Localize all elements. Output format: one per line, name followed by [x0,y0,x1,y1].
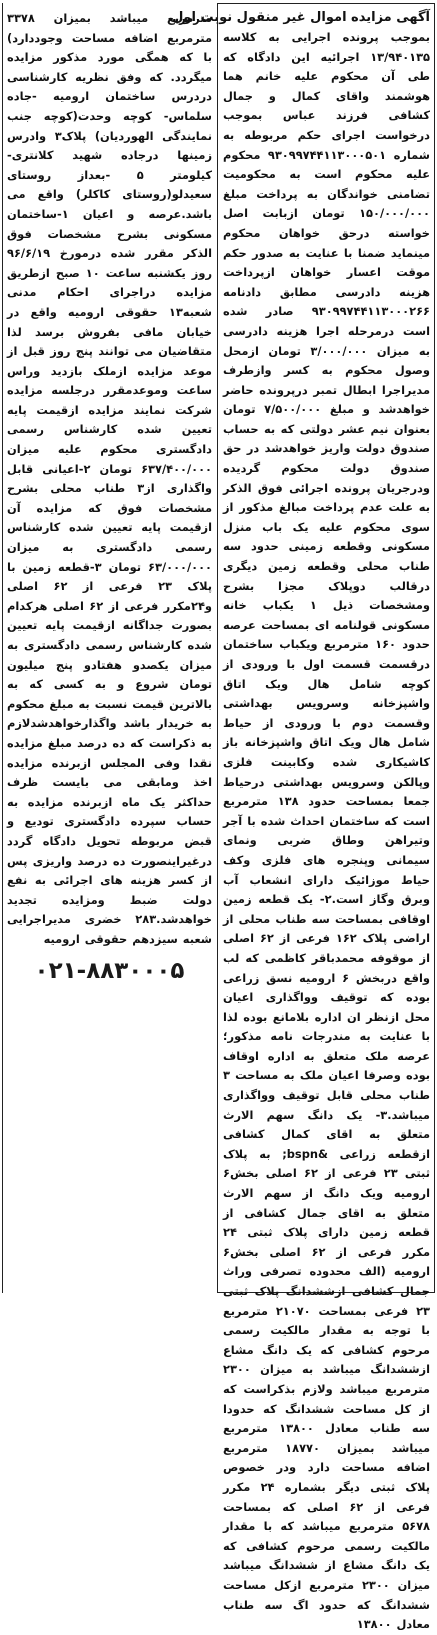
notice-title: آگهی مزایده اموال غیر منقول نوبت اول [172,10,430,25]
advertiser-phone: ۰۲۱-۸۸۳۰۰۰۵ [34,957,185,984]
notice-column-right [172,3,435,1632]
notice-column-left [2,3,218,1293]
notice-body-left: مترمربع میباشد بمیزان ۳۳۷۸ مترمربع اضافه مساحت وجوددارد) با که همگی مورد مذکور مزایده میگردد. که وفق نظریه کارشناسی دردرس ساختمان ارومیه -جاده سلماس- کوچه وحدت(کوچه جنب نمایندگی الهوردیان) پلاک۳ وادرس زمینها درجاده شهید کلانتری-کیلومتر ۵ -بعداز روستای سعیدلو(روستای کاکلر) واقع می باشد.عرصه و اعیان ۱-ساختمان مسکونی بشرح مشخصات فوق الذکر مقرر شده درمورخ ۹۶/۶/۱۹ روز یکشنبه ساعت ۱۰ صبح ازطریق مزایده دراجرای احکام مدنی شعبه۱۳ حقوقی ارومیه واقع در خیابان مافی بفروش برسد لذا متقاضیان می توانند پنج روز قبل از موعد مزایده ازملک بازدید وراس ساعت وموعدمقرر درجلسه مزایده شرکت نمایند مزایده ازقیمت پایه تعیین شده کارشناس رسمی دادگستری محکوم علیه میزان ۶۳۷/۴۰۰/۰۰۰ تومان ۲-اعیانی قابل واگذاری از۳ طناب محلی بشرح مشخصات فوق که مزایده آن ازقیمت پایه تعیین شده کارشناس رسمی دادگستری به میزان ۶۳/۰۰۰/۰۰۰ تومان ۳-قطعه زمین با پلاک ۲۳ فرعی از ۶۲ اصلی و۲۴مکرر فرعی از ۶۲ اصلی هرکدام بصورت جداگانه ازقیمت پایه تعیین شده کارشناس رسمی دادگستری به میزان یکصدو هفتادو پنج میلیون تومان شروع و به کسی که به بالاترین قیمت نسبت به مبلغ محکوم به خریدار باشد واگذارخواهدشدلازم به ذکراست که ده درصد مبلغ مزایده نقدا وفی المجلس ازبرنده مزایده اخذ ومابقی می بایست ظرف حداکثر یک ماه ازبرنده مزایده به حساب سپرده دادگستری تودیع و قبض مربوطه تحویل دادگاه گردد درغیراینصورت ده درصد واریزی پس از کسر هزینه های اجرائی به نفع دولت ضبط ومزایده تجدید خواهدشد.۲۸۳ خضری مدیراجرایی شعبه سیزدهم حقوقی ارومیه [7,11,212,946]
notice-body-right: بموجب پرونده اجرایی به کلاسه ۱۳/۹۴۰۱۳۵ اجرائیه این دادگاه که طی آن محکوم علیه خانم هما هوشمند واقای کمال و جمال کشافی فرزند عباس بموجب درخواست اجرای حکم مربوطه به شماره ۹۳۰۹۹۷۴۴۱۱۳۰۰۰۵۰۱ محکوم علیه محکوم است به محکومیت تضامنی خواندگان به پرداخت مبلغ ۱۵۰/۰۰۰/۰۰۰ تومان ازبابت اصل خواسته درحق خواهان محکوم مینماید ضمنا با عنایت به صدور حکم موقت اعسار خواهان ازپرداخت هزینه دادرسی مطابق دادنامه ۹۳۰۹۹۷۴۴۱۱۳۰۰۰۲۶۶ صادر شده است درمرحله اجرا هزینه دادرسی به میزان ۳/۰۰۰/۰۰۰ تومان ازمحل وصول محکوم به کسر وازطرف مدیراجرا ابطال تمبر درپرونده حاضر خواهدشد و مبلغ ۷/۵۰۰/۰۰۰ تومان بعنوان نیم عشر دولتی که به حساب صندوق دولت واریز خواهدشد در حق صندوق دولت محکوم گردیده ودرجریان پرونده اجرائی فوق الذکر به علت عدم پرداخت مبالغ مذکور از سوی محکوم علیه یک باب منزل مسکونی وقطعه زمینی حدود سه طناب محلی وقطعه زمین دیگری درقالب دوپلاک مجزا بشرح ومشخصات ذیل ۱ یکباب خانه مسکونی قولنامه ای بمساحت عرصه حدود ۱۶۰ مترمربع ویکباب ساختمان درقسمت قسمت اول با ورودی از کوچه شامل هال ویک اتاق واشپزخانه وسرویس بهداشتی وقسمت دوم با ورودی از حیاط شامل هال ویک اتاق واشپزخانه باز کاشیکاری شده وکابینت فلزی وپالکن وسرویس بهداشتی درحیاط جمعا بمساحت حدود ۱۳۸ مترمربع است که ساختمان احداث شده با آجر وتیراهن وطاق ضربی ونمای سیمانی وپنجره های فلزی وکف حیاط موزائیک دارای انشعاب آب وبرق وگاز است.۲- یک قطعه زمین اوقافی بمساحت سه طناب محلی از اراضی پلاک ۱۶۲ فرعی از ۶۲ اصلی از موقوفه محمدباقر کاظمی که لب واقع دربخش ۶ ارومیه نسق زراعی بوده که توقیف وواگذاری اعیان محل ازنظر ان اداره بلامانع بوده لذا با عنایت به مندرجات نامه مذکور؛ عرصه ملک متعلق به اداره اوقاف بوده وصرفا اعیان ملک به مساحت ۳ طناب محلی قابل توقیف وواگذاری میباشد.۳- یک دانگ سهم الارث متعلق به اقای کمال کشافی ازقطعه زراعی &bspn; به پلاک ثبتی ۲۳ فرعی از ۶۲ اصلی بخش۶ ارومیه ویک دانگ از سهم الارث متعلق به اقای جمال کشافی از قطعه زمین دارای پلاک ثبتی ۲۴ مکرر فرعی از ۶۲ اصلی بخش۶ ارومیه (الف محدوده تصرفی وراث جمال کشافی ازششدانگ پلاک ثبتی ۲۳ فرعی بمساحت ۲۱۰۷۰ مترمربع با توجه به مقدار مالکیت رسمی مرحوم کشافی که یک دانگ مشاع ازششدانگ میباشد به میزان ۲۳۰۰ مترمربع میباشد ولازم بذکراست که از کل مساحت ششدانگ که حدودا سه طناب معادل ۱۳۸۰۰ مترمربع میباشد بمیزان ۱۸۷۷۰ مترمربع اضافه مساحت دارد ودر خصوص پلاک ثبتی دیگر بشماره ۲۴ مکرر فرعی از ۶۲ اصلی که بمساحت ۵۶۷۸ مترمربع میباشد که با مقدار مالکیت رسمی مرحوم کشافی که یک دانگ مشاع از ششدانگ میباشد میزان ۲۳۰۰ مترمربع ازکل مساحت ششدانگ که حدود اگ سه طناب معادل ۱۳۸۰۰ [223,30,431,1632]
